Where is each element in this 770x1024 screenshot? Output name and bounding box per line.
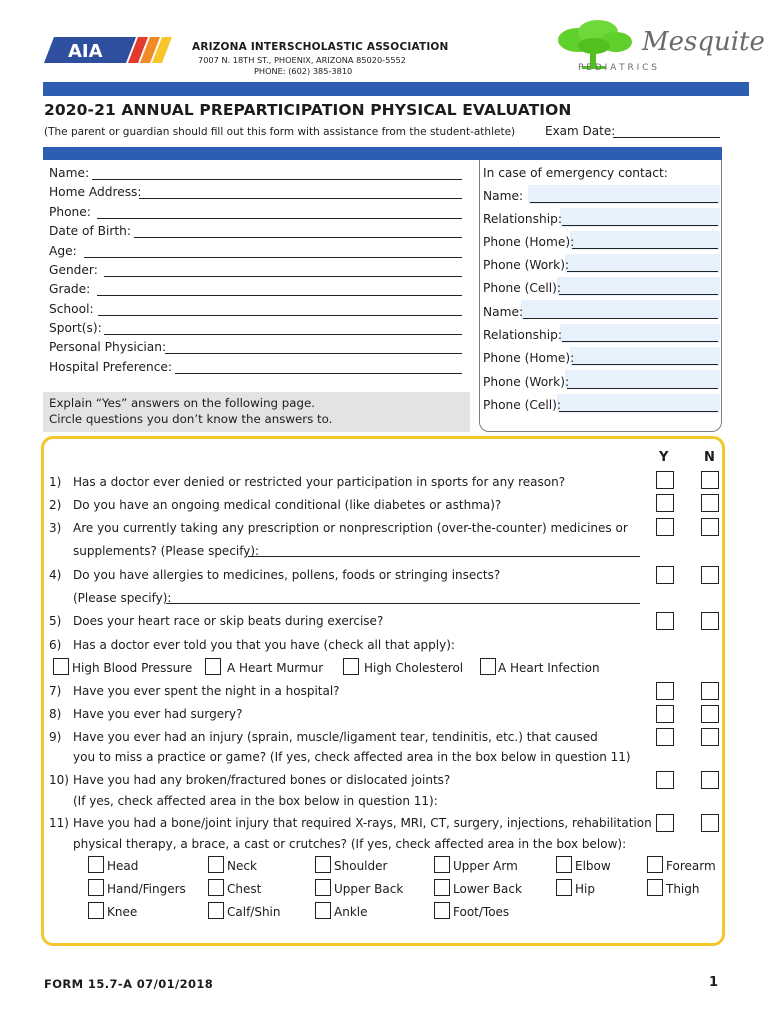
question-number: 9) xyxy=(49,730,62,744)
sports-field[interactable] xyxy=(104,334,462,335)
area-label: Lower Back xyxy=(453,882,522,896)
question-text: Has a doctor ever told you that you have (check all that apply): xyxy=(73,638,455,652)
q3-yes-checkbox[interactable] xyxy=(656,518,674,536)
question-text: supplements? (Please specify): xyxy=(73,544,260,558)
emergency-relationship-1[interactable] xyxy=(562,225,718,226)
area-checkbox-chest[interactable] xyxy=(208,879,224,896)
phone-field[interactable] xyxy=(97,218,462,219)
q4-specify-field[interactable] xyxy=(166,603,640,604)
student-field-label: Sport(s): xyxy=(49,321,102,335)
q11-no-checkbox[interactable] xyxy=(701,814,719,832)
q4-no-checkbox[interactable] xyxy=(701,566,719,584)
student-field-label: Date of Birth: xyxy=(49,224,131,238)
emergency-phone-home-2[interactable] xyxy=(572,364,718,365)
question-text: Are you currently taking any prescription or nonprescription (over-the-counter) medicines or xyxy=(73,521,628,535)
emergency-field-label: Phone (Cell): xyxy=(483,398,562,412)
question-text: Have you ever had an injury (sprain, muscle/ligament tear, tendinitis, etc.) that caused xyxy=(73,730,598,744)
question-text: Has a doctor ever denied or restricted your participation in sports for any reason? xyxy=(73,475,566,489)
student-field-label: Personal Physician: xyxy=(49,340,167,354)
emergency-phone-work-2[interactable] xyxy=(567,388,718,389)
question-number: 4) xyxy=(49,568,62,582)
address-field[interactable] xyxy=(139,198,462,199)
q6-checkbox-heart-infection[interactable] xyxy=(480,658,496,675)
emergency-field-label: Phone (Cell): xyxy=(483,281,562,295)
question-number: 8) xyxy=(49,707,62,721)
q7-yes-checkbox[interactable] xyxy=(656,682,674,700)
no-column-header: N xyxy=(704,450,715,465)
student-field-label: Hospital Preference: xyxy=(49,360,173,374)
brand-name: Mesquite xyxy=(642,27,765,57)
exam-date-label: Exam Date: xyxy=(545,124,616,138)
area-label: Thigh xyxy=(666,882,700,896)
area-checkbox-thigh[interactable] xyxy=(647,879,663,896)
q4-yes-checkbox[interactable] xyxy=(656,566,674,584)
area-label: Upper Back xyxy=(334,882,404,896)
aia-logo xyxy=(44,37,186,63)
q11-yes-checkbox[interactable] xyxy=(656,814,674,832)
area-checkbox-hand-fingers[interactable] xyxy=(88,879,104,896)
question-text: you to miss a practice or game? (If yes, check affected area in the box below in question 11) xyxy=(73,750,631,764)
student-field-label: Age: xyxy=(49,244,77,258)
q10-yes-checkbox[interactable] xyxy=(656,771,674,789)
question-text: physical therapy, a brace, a cast or crutches? (If yes, check affected area in the box below): xyxy=(73,837,627,851)
area-label: Knee xyxy=(107,905,138,919)
q5-no-checkbox[interactable] xyxy=(701,612,719,630)
area-checkbox-head[interactable] xyxy=(88,856,104,873)
area-label: Upper Arm xyxy=(453,859,518,873)
area-label: Calf/Shin xyxy=(227,905,281,919)
q1-no-checkbox[interactable] xyxy=(701,471,719,489)
area-checkbox-neck[interactable] xyxy=(208,856,224,873)
form-id: FORM 15.7-A 07/01/2018 xyxy=(44,977,214,991)
q9-yes-checkbox[interactable] xyxy=(656,728,674,746)
emergency-phone-work-1[interactable] xyxy=(567,271,718,272)
page-title: 2020-21 ANNUAL PREPARTICIPATION PHYSICAL EVALUATION xyxy=(44,101,572,119)
q10-no-checkbox[interactable] xyxy=(701,771,719,789)
section-blue-band xyxy=(43,147,722,160)
aia-logo-text: AIA xyxy=(68,41,103,62)
area-label: Hand/Fingers xyxy=(107,882,186,896)
q3-no-checkbox[interactable] xyxy=(701,518,719,536)
explain-note-line: Circle questions you don’t know the answers to. xyxy=(49,412,333,426)
gender-field[interactable] xyxy=(104,276,462,277)
emergency-field-label: Relationship: xyxy=(483,328,562,342)
emergency-field-label: Phone (Work): xyxy=(483,375,570,389)
area-label: Foot/Toes xyxy=(453,905,510,919)
question-number: 7) xyxy=(49,684,62,698)
brand-sub: P E D I A T R I C S xyxy=(578,63,658,73)
q6-option-label: A Heart Infection xyxy=(498,661,600,675)
area-checkbox-elbow[interactable] xyxy=(556,856,572,873)
area-checkbox-calf-shin[interactable] xyxy=(208,902,224,919)
area-checkbox-foot-toes[interactable] xyxy=(434,902,450,919)
q6-checkbox-high-cholesterol[interactable] xyxy=(343,658,359,675)
q5-yes-checkbox[interactable] xyxy=(656,612,674,630)
physician-field[interactable] xyxy=(165,353,462,354)
area-checkbox-shoulder[interactable] xyxy=(315,856,331,873)
question-text: Have you ever had surgery? xyxy=(73,707,243,721)
area-label: Shoulder xyxy=(334,859,388,873)
question-number: 1) xyxy=(49,475,62,489)
student-field-label: School: xyxy=(49,302,94,316)
page-subtitle: (The parent or guardian should fill out this form with assistance from the student-athlete) xyxy=(44,126,516,138)
area-checkbox-upper-arm[interactable] xyxy=(434,856,450,873)
q6-checkbox-high-blood-pressure[interactable] xyxy=(53,658,69,675)
q6-checkbox-heart-murmur[interactable] xyxy=(205,658,221,675)
student-field-label: Phone: xyxy=(49,205,91,219)
student-field-label: Gender: xyxy=(49,263,98,277)
association-address: 7007 N. 18TH ST., PHOENIX, ARIZONA 85020-5552 xyxy=(198,55,406,65)
emergency-field-label: Name: xyxy=(483,305,524,319)
emergency-field-label: Name: xyxy=(483,189,524,203)
q8-no-checkbox[interactable] xyxy=(701,705,719,723)
area-checkbox-hip[interactable] xyxy=(556,879,572,896)
emergency-heading: In case of emergency contact: xyxy=(483,166,668,180)
question-text: Do you have an ongoing medical conditional (like diabetes or asthma)? xyxy=(73,498,502,512)
student-field-label: Grade: xyxy=(49,282,91,296)
emergency-field-label: Phone (Home): xyxy=(483,351,575,365)
question-number: 2) xyxy=(49,498,62,512)
area-label: Head xyxy=(107,859,139,873)
question-number: 5) xyxy=(49,614,62,628)
area-checkbox-ankle[interactable] xyxy=(315,902,331,919)
emergency-phone-cell-1[interactable] xyxy=(559,294,718,295)
tree-icon xyxy=(558,20,632,69)
q6-option-label: High Blood Pressure xyxy=(72,661,193,675)
question-text: Have you had any broken/fractured bones or dislocated joints? xyxy=(73,773,451,787)
explain-note-line: Explain “Yes” answers on the following page. xyxy=(49,396,316,410)
name-field[interactable] xyxy=(92,179,462,180)
q3-specify-field[interactable] xyxy=(248,556,640,557)
q1-yes-checkbox[interactable] xyxy=(656,471,674,489)
question-text: Do you have allergies to medicines, pollens, foods or stringing insects? xyxy=(73,568,501,582)
question-number: 10) xyxy=(49,773,69,787)
area-checkbox-upper-back[interactable] xyxy=(315,879,331,896)
area-checkbox-forearm[interactable] xyxy=(647,856,663,873)
question-text: Have you had a bone/joint injury that required X-rays, MRI, CT, surgery, injections, rehabilitation xyxy=(73,816,652,830)
association-name: ARIZONA INTERSCHOLASTIC ASSOCIATION xyxy=(192,41,449,53)
question-text: Does your heart race or skip beats during exercise? xyxy=(73,614,384,628)
q7-no-checkbox[interactable] xyxy=(701,682,719,700)
emergency-relationship-2[interactable] xyxy=(562,341,718,342)
area-label: Hip xyxy=(575,882,595,896)
area-label: Elbow xyxy=(575,859,611,873)
q6-option-label: A Heart Murmur xyxy=(227,661,324,675)
association-phone: PHONE: (602) 385-3810 xyxy=(254,66,353,76)
hospital-field[interactable] xyxy=(175,373,462,374)
q2-no-checkbox[interactable] xyxy=(701,494,719,512)
question-text: (If yes, check affected area in the box below in question 11): xyxy=(73,794,438,808)
question-number: 3) xyxy=(49,521,62,535)
area-checkbox-knee[interactable] xyxy=(88,902,104,919)
question-text: Have you ever spent the night in a hospital? xyxy=(73,684,340,698)
area-label: Ankle xyxy=(334,905,368,919)
school-field[interactable] xyxy=(98,315,462,316)
area-label: Forearm xyxy=(666,859,716,873)
student-field-label: Name: xyxy=(49,166,90,180)
question-number: 11) xyxy=(49,816,69,830)
area-label: Chest xyxy=(227,882,262,896)
emergency-phone-cell-2[interactable] xyxy=(559,411,718,412)
area-label: Neck xyxy=(227,859,257,873)
header-blue-band xyxy=(43,82,749,96)
grade-field[interactable] xyxy=(97,295,462,296)
student-field-label: Home Address: xyxy=(49,185,142,199)
emergency-field-label: Phone (Home): xyxy=(483,235,575,249)
page-number: 1 xyxy=(709,975,719,990)
q2-yes-checkbox[interactable] xyxy=(656,494,674,512)
yes-column-header: Y xyxy=(659,450,669,465)
emergency-name-2[interactable] xyxy=(523,318,718,319)
q6-option-label: High Cholesterol xyxy=(364,661,464,675)
question-number: 6) xyxy=(49,638,62,652)
area-checkbox-lower-back[interactable] xyxy=(434,879,450,896)
q9-no-checkbox[interactable] xyxy=(701,728,719,746)
question-text: (Please specify): xyxy=(73,591,172,605)
emergency-field-label: Phone (Work): xyxy=(483,258,570,272)
age-field[interactable] xyxy=(84,257,462,258)
emergency-field-label: Relationship: xyxy=(483,212,562,226)
exam-date-field[interactable] xyxy=(613,137,720,138)
q8-yes-checkbox[interactable] xyxy=(656,705,674,723)
mesquite-pediatrics-logo xyxy=(556,16,765,73)
emergency-name-1[interactable] xyxy=(530,202,718,203)
emergency-phone-home-1[interactable] xyxy=(572,248,718,249)
explain-note xyxy=(43,392,470,432)
dob-field[interactable] xyxy=(134,237,462,238)
